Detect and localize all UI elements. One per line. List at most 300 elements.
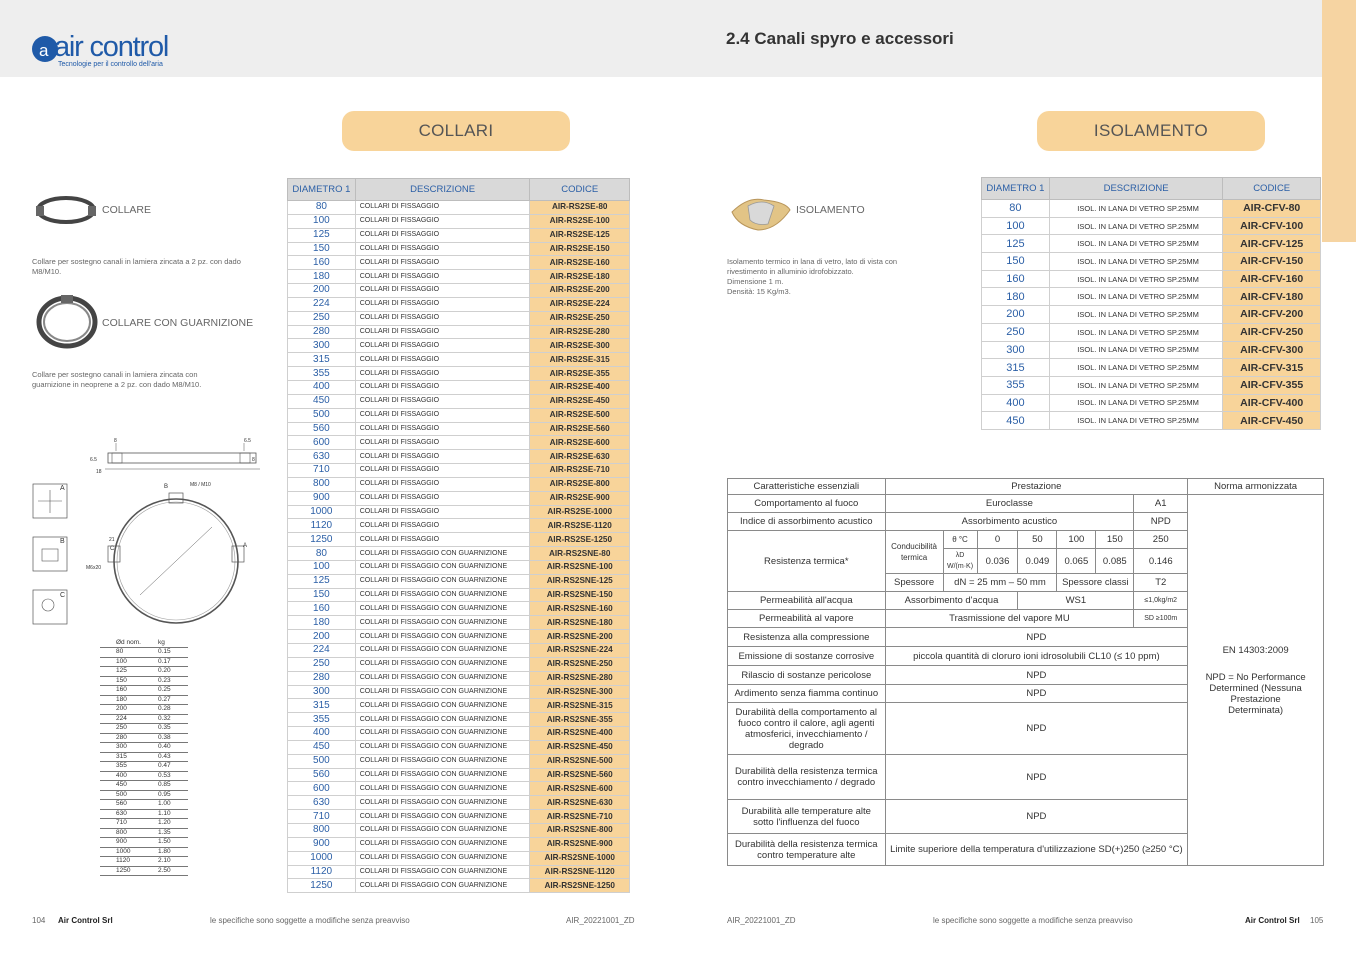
codice-cell: AIR-RS2SE-280	[530, 325, 630, 339]
table-row	[982, 323, 1321, 341]
weight-diam-cell: 250	[100, 724, 158, 734]
props-cell: Durabilità della resistenza termica contro temperature alte	[728, 834, 886, 866]
insulation-icon	[728, 190, 794, 236]
weight-row	[100, 657, 188, 667]
weight-row	[100, 705, 188, 715]
props-row-fuoco	[728, 495, 1324, 513]
props-cell: 100	[1057, 531, 1096, 549]
descrizione-cell: COLLARI DI FISSAGGIO	[355, 214, 530, 228]
props-cell: Limite superiore della temperatura d'utilizzazione SD(+)250 (≥250 °C)	[885, 834, 1188, 866]
props-cell: NPD	[885, 703, 1188, 755]
codice-cell: AIR-RS2SNE-280	[530, 671, 630, 685]
m6-text: M6x20	[86, 565, 102, 571]
descrizione-cell: COLLARI DI FISSAGGIO	[355, 270, 530, 284]
props-cell: Indice di assorbimento acustico	[728, 513, 886, 531]
props-cell: Ardimento senza fiamma continuo	[728, 685, 886, 703]
diametro-cell: 400	[288, 727, 356, 741]
diametro-cell: 560	[288, 422, 356, 436]
codice-cell: AIR-RS2SE-800	[530, 477, 630, 491]
weight-kg-cell: 1.20	[158, 819, 188, 829]
table-row	[288, 394, 630, 408]
weight-diam-cell: 1120	[100, 857, 158, 867]
footer-notice-left: le specifiche sono soggette a modifiche senza preavviso	[210, 916, 410, 925]
props-cell: 0.065	[1057, 549, 1096, 574]
weight-kg-cell: 2.50	[158, 866, 188, 876]
table-row	[288, 270, 630, 284]
table-row	[982, 376, 1321, 394]
props-cell: dN = 25 mm – 50 mm	[943, 574, 1057, 592]
diametro-cell: 315	[982, 359, 1050, 377]
diametro-cell: 1120	[288, 865, 356, 879]
chapter-tab	[1322, 0, 1356, 242]
props-cell: NPD	[885, 685, 1188, 703]
table-row	[288, 477, 630, 491]
weight-row	[100, 667, 188, 677]
weight-row	[100, 695, 188, 705]
table-row	[288, 228, 630, 242]
weight-diam-cell: 800	[100, 828, 158, 838]
weight-kg-cell: 0.47	[158, 762, 188, 772]
isolamento-desc-line: Dimensione 1 m.	[727, 277, 784, 286]
table-row	[288, 699, 630, 713]
props-cell: 250	[1134, 531, 1188, 549]
table-row	[982, 253, 1321, 271]
diametro-cell: 450	[288, 394, 356, 408]
table-row	[288, 630, 630, 644]
diametro-cell: 80	[982, 200, 1050, 218]
descrizione-cell: COLLARI DI FISSAGGIO CON GUARNIZIONE	[355, 740, 530, 754]
props-cell: SD ≥100m	[1134, 610, 1188, 628]
isolamento-desc-line: Isolamento termico in lana di vetro, lato di vista con	[727, 257, 898, 266]
table-row	[982, 200, 1321, 218]
weight-kg-cell: 0.95	[158, 790, 188, 800]
collar-icon	[34, 192, 98, 228]
descrizione-cell: ISOL. IN LANA DI VETRO SP.25MM	[1049, 376, 1223, 394]
descrizione-cell: COLLARI DI FISSAGGIO CON GUARNIZIONE	[355, 851, 530, 865]
descrizione-cell: ISOL. IN LANA DI VETRO SP.25MM	[1049, 359, 1223, 377]
table-row	[288, 823, 630, 837]
table-row	[288, 533, 630, 547]
descrizione-cell: ISOL. IN LANA DI VETRO SP.25MM	[1049, 253, 1223, 271]
weight-row	[100, 743, 188, 753]
isolamento-pill: ISOLAMENTO	[1037, 111, 1265, 151]
descrizione-cell: COLLARI DI FISSAGGIO CON GUARNIZIONE	[355, 713, 530, 727]
descrizione-cell: COLLARI DI FISSAGGIO CON GUARNIZIONE	[355, 616, 530, 630]
diametro-cell: 600	[288, 436, 356, 450]
descrizione-cell: ISOL. IN LANA DI VETRO SP.25MM	[1049, 323, 1223, 341]
detail-c-text: C	[60, 592, 66, 599]
descrizione-cell: COLLARI DI FISSAGGIO	[355, 339, 530, 353]
collare-desc: Collare per sostegno canali in lamiera zincata a 2 pz. con dado M8/M10.	[32, 257, 241, 276]
props-h-norma: Norma armonizzata	[1188, 479, 1324, 495]
diametro-cell: 710	[288, 464, 356, 478]
codice-cell: AIR-RS2SE-710	[530, 464, 630, 478]
codice-cell: AIR-RS2SNE-150	[530, 588, 630, 602]
weight-row	[100, 648, 188, 658]
codice-cell: AIR-RS2SNE-900	[530, 837, 630, 851]
props-header-row	[728, 479, 1324, 495]
diametro-cell: 315	[288, 353, 356, 367]
descrizione-cell: COLLARI DI FISSAGGIO CON GUARNIZIONE	[355, 671, 530, 685]
diametro-cell: 560	[288, 768, 356, 782]
table-row	[288, 491, 630, 505]
weight-diam-cell: 80	[100, 648, 158, 658]
table-row	[288, 713, 630, 727]
descrizione-cell: COLLARI DI FISSAGGIO CON GUARNIZIONE	[355, 644, 530, 658]
diametro-cell: 1000	[288, 851, 356, 865]
codice-cell: AIR-RS2SNE-80	[530, 547, 630, 561]
codice-cell: AIR-RS2SE-900	[530, 491, 630, 505]
descrizione-cell: COLLARI DI FISSAGGIO CON GUARNIZIONE	[355, 754, 530, 768]
descrizione-cell: COLLARI DI FISSAGGIO	[355, 408, 530, 422]
table-row	[288, 284, 630, 298]
diametro-cell: 80	[288, 201, 356, 215]
codice-cell: AIR-RS2SNE-710	[530, 810, 630, 824]
ring-c-text: C	[110, 546, 115, 552]
codice-cell: AIR-RS2SE-125	[530, 228, 630, 242]
isolamento-desc-line: rivestimento in alluminio idrofobizzato.	[727, 267, 854, 276]
table-row	[982, 341, 1321, 359]
weight-row	[100, 762, 188, 772]
diametro-cell: 500	[288, 754, 356, 768]
weight-diam-cell: 160	[100, 686, 158, 696]
isolamento-desc	[727, 257, 957, 297]
codice-cell: AIR-RS2SNE-630	[530, 796, 630, 810]
properties-table	[727, 478, 1324, 866]
weight-diam-cell: 1000	[100, 847, 158, 857]
codice-cell: AIR-CFV-300	[1223, 341, 1321, 359]
diametro-cell: 900	[288, 491, 356, 505]
dim-18-text: 18	[96, 469, 102, 475]
descrizione-cell: COLLARI DI FISSAGGIO	[355, 422, 530, 436]
weight-row	[100, 866, 188, 876]
weight-row	[100, 724, 188, 734]
codice-cell: AIR-RS2SE-500	[530, 408, 630, 422]
props-cell: Emissione di sostanze corrosive	[728, 647, 886, 666]
codice-cell: AIR-RS2SE-100	[530, 214, 630, 228]
codice-cell: AIR-RS2SNE-100	[530, 560, 630, 574]
props-cell: θ °C	[943, 531, 977, 549]
codice-cell: AIR-CFV-200	[1223, 306, 1321, 324]
weight-diam-cell: 355	[100, 762, 158, 772]
codice-cell: AIR-CFV-450	[1223, 412, 1321, 430]
descrizione-cell: ISOL. IN LANA DI VETRO SP.25MM	[1049, 270, 1223, 288]
descrizione-cell: COLLARI DI FISSAGGIO	[355, 533, 530, 547]
footer-company-left	[58, 916, 113, 925]
weight-kg-cell: 1.00	[158, 800, 188, 810]
descrizione-cell: COLLARI DI FISSAGGIO CON GUARNIZIONE	[355, 560, 530, 574]
props-cell: 0.036	[977, 549, 1018, 574]
descrizione-cell: COLLARI DI FISSAGGIO	[355, 297, 530, 311]
weight-row	[100, 819, 188, 829]
codice-cell: AIR-RS2SE-560	[530, 422, 630, 436]
diametro-cell: 280	[288, 325, 356, 339]
diametro-cell: 710	[288, 810, 356, 824]
diametro-cell: 224	[288, 297, 356, 311]
col-descrizione: DESCRIZIONE	[1049, 178, 1223, 200]
codice-cell: AIR-RS2SE-1000	[530, 505, 630, 519]
diametro-cell: 160	[288, 602, 356, 616]
diametro-cell: 250	[982, 323, 1050, 341]
weight-table	[100, 638, 188, 876]
props-cell: Comportamento al fuoco	[728, 495, 886, 513]
descrizione-cell: COLLARI DI FISSAGGIO CON GUARNIZIONE	[355, 727, 530, 741]
table-row	[288, 644, 630, 658]
weight-kg-cell: 0.20	[158, 667, 188, 677]
weight-diam-cell: 630	[100, 809, 158, 819]
diametro-cell: 125	[288, 228, 356, 242]
diametro-cell: 100	[288, 560, 356, 574]
props-cell: ≤1,0kg/m2	[1134, 592, 1188, 610]
weight-diam-cell: 180	[100, 695, 158, 705]
footer-company-right	[1245, 916, 1300, 925]
diametro-cell: 300	[982, 341, 1050, 359]
isolamento-label: ISOLAMENTO	[796, 204, 865, 216]
weight-col-diam: Ød nom.	[100, 638, 158, 648]
collari-table-header	[288, 179, 630, 201]
diametro-cell: 224	[288, 644, 356, 658]
table-row	[288, 519, 630, 533]
weight-kg-cell: 0.35	[158, 724, 188, 734]
weight-kg-cell: 0.27	[158, 695, 188, 705]
table-row	[982, 306, 1321, 324]
codice-cell: AIR-CFV-150	[1223, 253, 1321, 271]
props-cell: Trasmissione del vapore MU	[885, 610, 1134, 628]
codice-cell: AIR-RS2SNE-125	[530, 574, 630, 588]
descrizione-cell: COLLARI DI FISSAGGIO CON GUARNIZIONE	[355, 810, 530, 824]
props-cell: λD W/(m·K)	[943, 549, 977, 574]
weight-diam-cell: 1250	[100, 866, 158, 876]
codice-cell: AIR-RS2SNE-800	[530, 823, 630, 837]
table-row	[288, 657, 630, 671]
diametro-cell: 160	[982, 270, 1050, 288]
diametro-cell: 100	[982, 217, 1050, 235]
table-row	[288, 505, 630, 519]
diametro-cell: 160	[288, 256, 356, 270]
weight-diam-cell: 450	[100, 781, 158, 791]
descrizione-cell: COLLARI DI FISSAGGIO	[355, 242, 530, 256]
weight-diam-cell: 150	[100, 676, 158, 686]
props-cell: T2	[1134, 574, 1188, 592]
table-row	[288, 754, 630, 768]
table-row	[288, 201, 630, 215]
codice-cell: AIR-RS2SNE-355	[530, 713, 630, 727]
ring-b-text: B	[164, 484, 169, 490]
table-row	[288, 214, 630, 228]
diametro-cell: 150	[288, 242, 356, 256]
codice-cell: AIR-RS2SE-250	[530, 311, 630, 325]
props-cell: 150	[1096, 531, 1134, 549]
isolamento-desc-line: Densità: 15 Kg/m3.	[727, 287, 791, 296]
descrizione-cell: ISOL. IN LANA DI VETRO SP.25MM	[1049, 394, 1223, 412]
props-cell: Rilascio di sostanze pericolose	[728, 666, 886, 685]
table-row	[982, 412, 1321, 430]
weight-row	[100, 790, 188, 800]
descrizione-cell: COLLARI DI FISSAGGIO CON GUARNIZIONE	[355, 768, 530, 782]
codice-cell: AIR-RS2SNE-224	[530, 644, 630, 658]
codice-cell: AIR-CFV-100	[1223, 217, 1321, 235]
table-row	[288, 422, 630, 436]
codice-cell: AIR-RS2SE-160	[530, 256, 630, 270]
descrizione-cell: COLLARI DI FISSAGGIO	[355, 464, 530, 478]
codice-cell: AIR-RS2SE-355	[530, 367, 630, 381]
codice-cell: AIR-RS2SE-180	[530, 270, 630, 284]
table-row	[288, 602, 630, 616]
weight-row	[100, 781, 188, 791]
props-cell: Spessore	[885, 574, 943, 592]
collare-label: COLLARE	[102, 204, 152, 216]
codice-cell: AIR-CFV-355	[1223, 376, 1321, 394]
props-cell: WS1	[1018, 592, 1134, 610]
diametro-cell: 200	[288, 630, 356, 644]
codice-cell: AIR-RS2SNE-250	[530, 657, 630, 671]
codice-cell: AIR-CFV-250	[1223, 323, 1321, 341]
codice-cell: AIR-RS2SE-450	[530, 394, 630, 408]
codice-cell: AIR-RS2SE-80	[530, 201, 630, 215]
descrizione-cell: COLLARI DI FISSAGGIO	[355, 325, 530, 339]
weight-diam-cell: 560	[100, 800, 158, 810]
table-row	[288, 339, 630, 353]
section-title: 2.4 Canali spyro e accessori	[726, 29, 954, 48]
footer-notice-right: le specifiche sono soggette a modifiche senza preavviso	[933, 916, 1133, 925]
col-codice: CODICE	[1223, 178, 1321, 200]
table-row	[288, 671, 630, 685]
descrizione-cell: COLLARI DI FISSAGGIO	[355, 491, 530, 505]
table-row	[288, 256, 630, 270]
table-row	[288, 796, 630, 810]
descrizione-cell: ISOL. IN LANA DI VETRO SP.25MM	[1049, 341, 1223, 359]
table-row	[982, 235, 1321, 253]
descrizione-cell: COLLARI DI FISSAGGIO	[355, 505, 530, 519]
diametro-cell: 315	[288, 699, 356, 713]
col-descrizione: DESCRIZIONE	[355, 179, 530, 201]
props-cell: NPD	[885, 800, 1188, 834]
table-row	[288, 837, 630, 851]
weight-row	[100, 809, 188, 819]
descrizione-cell: COLLARI DI FISSAGGIO	[355, 477, 530, 491]
descrizione-cell: ISOL. IN LANA DI VETRO SP.25MM	[1049, 235, 1223, 253]
table-row	[288, 588, 630, 602]
codice-cell: AIR-RS2SNE-300	[530, 685, 630, 699]
props-cell: Assorbimento d'acqua	[885, 592, 1018, 610]
col-diametro: DIAMETRO 1	[288, 179, 356, 201]
props-cell: NPD	[1134, 513, 1188, 531]
codice-cell: AIR-RS2SE-1250	[530, 533, 630, 547]
table-row	[288, 311, 630, 325]
descrizione-cell: COLLARI DI FISSAGGIO	[355, 311, 530, 325]
brand-logo	[30, 30, 200, 72]
props-cell: NPD	[885, 666, 1188, 685]
table-row	[288, 297, 630, 311]
table-row	[288, 685, 630, 699]
weight-row	[100, 714, 188, 724]
weight-kg-cell: 0.25	[158, 686, 188, 696]
descrizione-cell: COLLARI DI FISSAGGIO	[355, 284, 530, 298]
table-row	[288, 740, 630, 754]
descrizione-cell: COLLARI DI FISSAGGIO CON GUARNIZIONE	[355, 602, 530, 616]
props-cell: NPD	[885, 755, 1188, 800]
descrizione-cell: COLLARI DI FISSAGGIO CON GUARNIZIONE	[355, 547, 530, 561]
diametro-cell: 180	[288, 270, 356, 284]
descrizione-cell: COLLARI DI FISSAGGIO	[355, 201, 530, 215]
descrizione-cell: COLLARI DI FISSAGGIO	[355, 394, 530, 408]
descrizione-cell: COLLARI DI FISSAGGIO	[355, 228, 530, 242]
descrizione-cell: ISOL. IN LANA DI VETRO SP.25MM	[1049, 412, 1223, 430]
weight-diam-cell: 315	[100, 752, 158, 762]
diametro-cell: 355	[288, 367, 356, 381]
isolamento-table	[981, 177, 1321, 430]
weight-kg-cell: 1.80	[158, 847, 188, 857]
table-row	[288, 464, 630, 478]
isolamento-table-header	[982, 178, 1321, 200]
col-diametro: DIAMETRO 1	[982, 178, 1050, 200]
weight-kg-cell: 2.10	[158, 857, 188, 867]
codice-cell: AIR-RS2SNE-1250	[530, 879, 630, 893]
weight-row	[100, 686, 188, 696]
props-cell: 50	[1018, 531, 1057, 549]
diametro-cell: 1250	[288, 879, 356, 893]
codice-cell: AIR-CFV-400	[1223, 394, 1321, 412]
props-termica-label: Resistenza termica*	[728, 531, 886, 592]
weight-row	[100, 857, 188, 867]
table-row	[288, 851, 630, 865]
descrizione-cell: COLLARI DI FISSAGGIO	[355, 380, 530, 394]
codice-cell: AIR-RS2SNE-1000	[530, 851, 630, 865]
table-row	[288, 547, 630, 561]
table-row	[982, 288, 1321, 306]
diametro-cell: 300	[288, 685, 356, 699]
diametro-cell: 100	[288, 214, 356, 228]
descrizione-cell: COLLARI DI FISSAGGIO CON GUARNIZIONE	[355, 685, 530, 699]
props-cell: Spessore classi	[1057, 574, 1134, 592]
codice-cell: AIR-RS2SNE-600	[530, 782, 630, 796]
weight-diam-cell: 710	[100, 819, 158, 829]
detail-b-text: B	[60, 538, 65, 545]
diametro-cell: 250	[288, 311, 356, 325]
weight-diam-cell: 125	[100, 667, 158, 677]
weight-kg-cell: 0.15	[158, 648, 188, 658]
descrizione-cell: ISOL. IN LANA DI VETRO SP.25MM	[1049, 217, 1223, 235]
diametro-cell: 200	[288, 284, 356, 298]
footer-company-left-text: Air Control Srl	[58, 916, 113, 925]
footer-code-right: AIR_20221001_ZD	[727, 916, 796, 925]
codice-cell: AIR-RS2SNE-160	[530, 602, 630, 616]
codice-cell: AIR-RS2SE-315	[530, 353, 630, 367]
descrizione-cell: COLLARI DI FISSAGGIO CON GUARNIZIONE	[355, 699, 530, 713]
weight-kg-cell: 0.17	[158, 657, 188, 667]
diametro-cell: 900	[288, 837, 356, 851]
weight-diam-cell: 500	[100, 790, 158, 800]
props-cell: A1	[1134, 495, 1188, 513]
table-row	[288, 367, 630, 381]
descrizione-cell: COLLARI DI FISSAGGIO CON GUARNIZIONE	[355, 782, 530, 796]
collare-guarnizione-label: COLLARE CON GUARNIZIONE	[102, 317, 254, 329]
dim-21-text: 21	[109, 537, 115, 543]
codice-cell: AIR-CFV-125	[1223, 235, 1321, 253]
footer-page-right: 105	[1310, 916, 1324, 925]
props-cell: Durabilità della comportamento al fuoco contro il calore, agli agenti atmosferici, invecchiamento / degrado	[728, 703, 886, 755]
table-row	[288, 768, 630, 782]
props-cell: Permeabilità all'acqua	[728, 592, 886, 610]
codice-cell: AIR-RS2SE-630	[530, 450, 630, 464]
props-cell: Durabilità alle temperature alte sotto l'influenza del fuoco	[728, 800, 886, 834]
descrizione-cell: COLLARI DI FISSAGGIO	[355, 256, 530, 270]
weight-diam-cell: 224	[100, 714, 158, 724]
m8-text: M8 / M10	[190, 482, 211, 488]
diametro-cell: 630	[288, 450, 356, 464]
diametro-cell: 1250	[288, 533, 356, 547]
table-row	[288, 242, 630, 256]
